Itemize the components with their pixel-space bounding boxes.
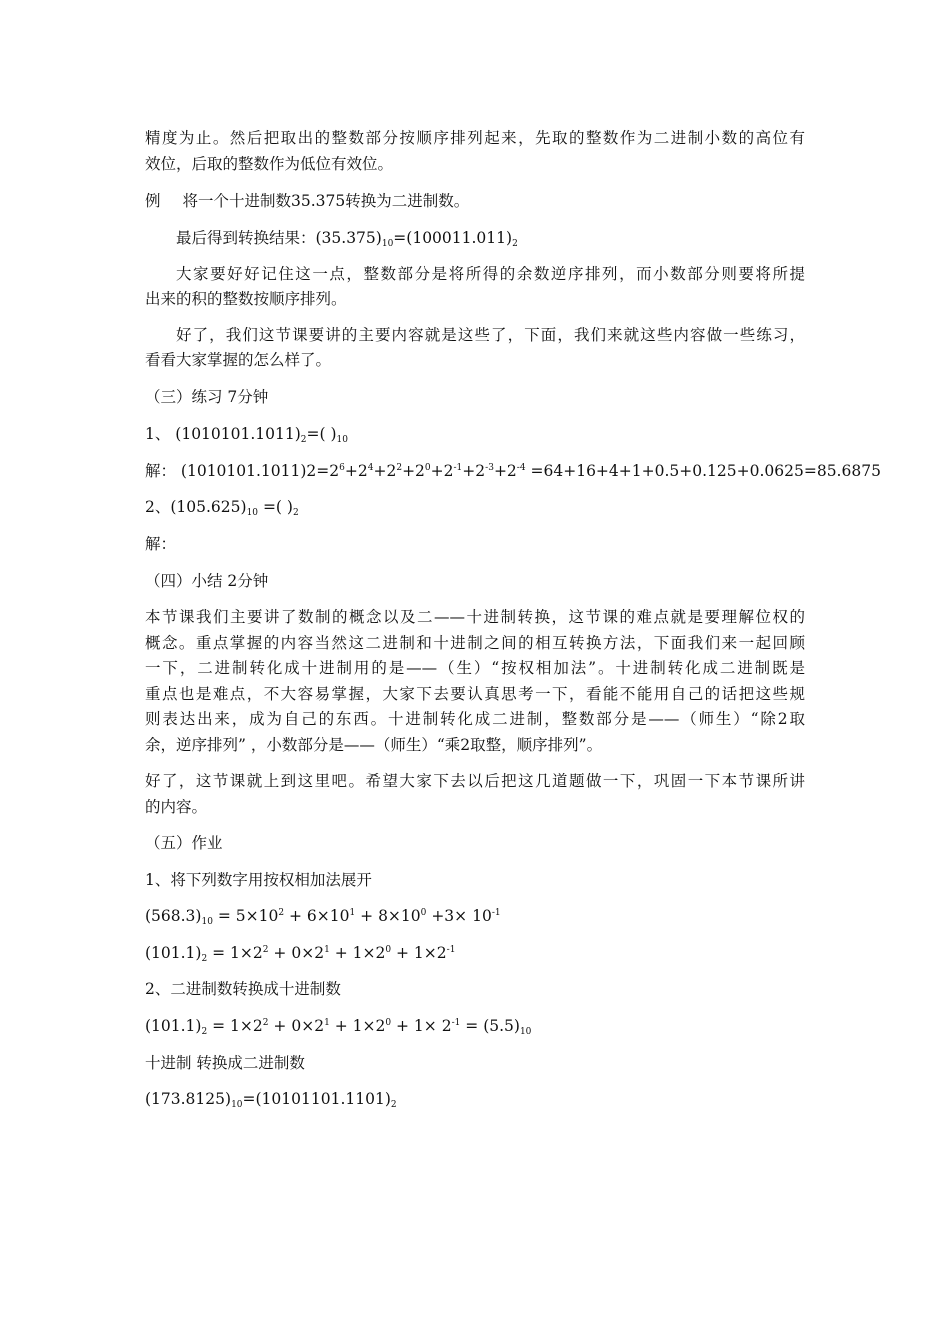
superscript: 2	[262, 1018, 269, 1028]
superscript: 1	[324, 945, 330, 955]
text-run: +2	[462, 462, 486, 480]
text-run: =( )	[306, 425, 337, 443]
paragraph-line: 概念。重点掌握的内容当然这二进制和十进制之间的相互转换方法，下面我们来一起回顾	[145, 634, 805, 652]
paragraph-line: 本节课我们主要讲了数制的概念以及二——十进制转换，这节课的难点就是要理解位权的	[145, 608, 805, 626]
subscript: 10	[246, 508, 259, 518]
text-run: =(10101101.1101)	[242, 1090, 391, 1108]
text-run: =( )	[258, 498, 293, 516]
superscript: 1	[324, 1018, 330, 1028]
text-run: (173.8125)	[145, 1090, 232, 1108]
text-run: + 0×2	[268, 1017, 325, 1035]
paragraph-line: 好了，这节课就上到这里吧。希望大家下去以后把这几道题做一下，巩固一下本节课所讲	[145, 772, 805, 790]
superscript: 0	[424, 463, 431, 473]
text-run: 最后得到转换结果：(35.375)	[176, 229, 382, 247]
answer-2: 解：	[145, 535, 177, 553]
subscript: 2	[201, 1027, 208, 1037]
text-run: +2	[402, 462, 425, 480]
equation-3	[145, 1016, 531, 1036]
text-run: = 1×2	[207, 944, 263, 962]
example-text: 将一个十进制数35.375转换为二进制数。	[182, 192, 470, 210]
section-heading-homework: （五）作业	[145, 834, 223, 852]
paragraph-line: 效位，后取的整数作为低位有效位。	[145, 155, 394, 173]
superscript: -3	[485, 463, 494, 473]
paragraph-line: 则表达出来，成为自己的东西。十进制转化成二进制，整数部分是——（师生）“除2取	[145, 710, 805, 728]
subscript: 2	[300, 435, 307, 445]
text-run: + 8×10	[355, 907, 421, 925]
example-label: 例	[145, 192, 161, 210]
homework-item-2: 2、二进制数转换成十进制数	[145, 980, 341, 998]
paragraph-line: 的内容。	[145, 798, 208, 816]
superscript: -1	[451, 1018, 461, 1028]
subscript: 2	[201, 954, 208, 964]
text-run: +2	[373, 462, 397, 480]
text-run: (568.3)	[145, 907, 202, 925]
text-run: (101.1)	[145, 1017, 202, 1035]
text-run: (101.1)	[145, 944, 202, 962]
superscript: -1	[453, 463, 463, 473]
paragraph-line: 出来的积的整数按顺序排列。	[145, 290, 347, 308]
superscript: 0	[385, 945, 392, 955]
subscript: 10	[381, 239, 394, 249]
text-run: +2	[493, 462, 517, 480]
superscript: 1	[349, 908, 356, 918]
text-run: + 0×2	[268, 944, 325, 962]
equation-4	[145, 1089, 397, 1109]
text-run: + 1×2	[391, 944, 447, 962]
text-run: 2、(105.625)	[145, 498, 247, 516]
equation-1	[145, 906, 501, 926]
paragraph-line: 余，逆序排列” ，小数部分是——（师生）“乘2取整，顺序排列”。	[145, 736, 603, 754]
paragraph-line: 看看大家掌握的怎么样了。	[145, 351, 332, 369]
paragraph-line: 大家要好好记住这一点，整数部分是将所得的余数逆序排列，而小数部分则要将所提	[176, 265, 805, 283]
text-run: + 1×2	[329, 944, 386, 962]
subscript: 10	[336, 435, 348, 445]
text-run: + 6×10	[284, 907, 350, 925]
equation-2	[145, 943, 455, 963]
superscript: -1	[491, 908, 501, 918]
example-line	[145, 191, 469, 211]
paragraph-line: 好了，我们这节课要讲的主要内容就是这些了，下面，我们来就这些内容做一些练习，	[176, 326, 805, 344]
section-heading-practice: （三）练习 7分钟	[145, 388, 269, 406]
text-run: 1、 (1010101.1011)	[145, 425, 301, 443]
text-run: + 1× 2	[391, 1017, 452, 1035]
homework-item-1: 1、将下列数字用按权相加法展开	[145, 871, 372, 889]
paragraph-line: 精度为止。然后把取出的整数部分按顺序排列起来，先取的整数作为二进制小数的高位有	[145, 129, 805, 147]
superscript: 2	[396, 463, 403, 473]
superscript: 4	[367, 463, 374, 473]
result-line	[176, 228, 518, 248]
answer-1	[145, 461, 881, 481]
superscript: -4	[516, 463, 526, 473]
text-run: =(100011.011)	[393, 229, 513, 247]
superscript: -1	[446, 945, 456, 955]
paragraph-line: 一下，二进制转化成十进制用的是——（生）“按权相加法”。十进制转化成二进制既是	[145, 659, 805, 677]
superscript: 2	[278, 908, 285, 918]
subscript: 10	[519, 1027, 532, 1037]
subscript: 10	[201, 917, 213, 927]
superscript: 0	[420, 908, 427, 918]
text-run: + 1×2	[329, 1017, 386, 1035]
text-run: +2	[344, 462, 368, 480]
subscript: 2	[390, 1100, 397, 1110]
text-run: 解： (1010101.1011)2=2	[145, 462, 340, 480]
text-run: +2	[430, 462, 454, 480]
subscript: 10	[231, 1100, 243, 1110]
superscript: 2	[262, 945, 269, 955]
superscript: 0	[385, 1018, 392, 1028]
text-run: +3× 10	[426, 907, 492, 925]
subscript: 2	[512, 239, 518, 249]
subscript: 2	[292, 508, 299, 518]
homework-item-3: 十进制 转换成二进制数	[145, 1054, 305, 1072]
question-1	[145, 424, 348, 444]
superscript: 6	[339, 463, 345, 473]
text-run: = (5.5)	[460, 1017, 520, 1035]
section-heading-summary: （四）小结 2分钟	[145, 572, 269, 590]
question-2	[145, 497, 299, 517]
text-run: = 5×10	[212, 907, 279, 925]
text-run: = 1×2	[207, 1017, 263, 1035]
paragraph-line: 重点也是难点，不大容易掌握，大家下去要认真思考一下，看能不能用自己的话把这些规	[145, 685, 805, 703]
text-run: =64+16+4+1+0.5+0.125+0.0625=85.6875	[525, 462, 881, 480]
